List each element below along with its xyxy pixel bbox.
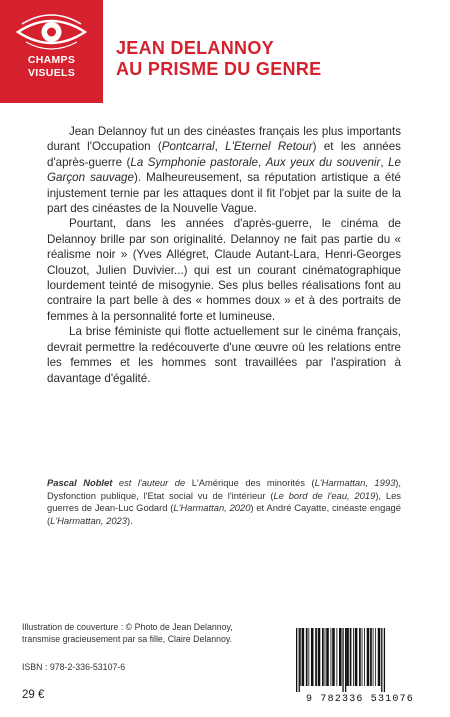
film-title: Pontcarral xyxy=(161,140,215,154)
publisher-reference: L'Harmattan, 2020 xyxy=(173,502,251,514)
series-logo xyxy=(0,0,103,103)
author-bio-text: ( xyxy=(167,502,174,514)
author-bio-text: ). xyxy=(126,514,133,526)
film-title: Aux yeux du souvenir xyxy=(265,155,381,169)
book-reference: André Cayatte, cinéaste engagé xyxy=(266,502,401,514)
book-title xyxy=(116,38,426,80)
barcode-digits: 9 782336 531076 xyxy=(305,694,414,705)
book-reference: L'Amérique des minorités xyxy=(191,477,305,488)
publisher-reference: Le bord de l'eau, 2019 xyxy=(273,489,376,501)
author-bio-text: ( xyxy=(47,514,51,526)
series-name-line2: VISUELS xyxy=(27,67,76,79)
blurb-text: , xyxy=(214,140,226,154)
blurb-text: Jean Delannoy fut un des cinéastes français les plus importants durant l'Occupation ( xyxy=(47,125,401,154)
author-bio-text: ), xyxy=(395,477,402,488)
barcode xyxy=(286,626,434,706)
cover-credits-line1: Illustration de couverture : © Photo de Jean Delannoy, xyxy=(22,622,233,632)
cover-credits xyxy=(22,621,262,645)
isbn: ISBN : 978-2-336-53107-6 xyxy=(22,662,126,672)
blurb-paragraph-1 xyxy=(47,124,401,216)
book-title-line1: JEAN DELANNOY xyxy=(116,38,274,58)
author-bio-text: ), xyxy=(375,489,386,501)
eye-icon xyxy=(14,14,89,50)
blurb-text: ). Malheureusement, sa réputation artistique a été injustement ternie par les attaques dont il fit l'objet par la suite de la part des cinéastes de la Nouvelle Vague. xyxy=(47,171,401,216)
film-title: La Symphonie pastorale xyxy=(130,155,258,169)
blurb-text: , xyxy=(257,155,266,169)
blurb-paragraph-2: Pourtant, dans les années d'après-guerre, le cinéma de Delannoy brille par son originalité. Delannoy ne fait pas partie du « réalisme noir » (Yves Allégret, Claude Autant-Lara, Henri-Georges Clouzot, Julien Duvivier...) qui est un courant cinématographique lourdement teinté de misogynie. Ses plus belles réalisations font au contraire la part belle à des « hommes doux » et à des portraits de femmes à la personnalité forte et lumineuse. xyxy=(47,217,401,323)
blurb-paragraph-3: La brise féministe qui flotte actuellement sur le cinéma français, devrait permettre la redécouverte d'une œuvre où les relations entre les femmes et les hommes sont travaillées par l'aspiration à davantage d'égalité. xyxy=(47,325,401,385)
barcode-bars xyxy=(286,626,434,694)
film-title: Le Garçon sauvage xyxy=(47,155,401,185)
author-bio xyxy=(47,477,401,527)
blurb-text: ) et les années d'après-guerre ( xyxy=(47,140,401,169)
author-name: Pascal Noblet xyxy=(47,477,113,488)
series-name-line1: CHAMPS xyxy=(27,54,76,66)
book-reference: Les guerres de Jean-Luc Godard xyxy=(47,489,401,514)
film-title: L'Eternel Retour xyxy=(225,140,313,154)
cover-credits-line2: transmise gracieusement par sa fille, Claire Delannoy. xyxy=(22,634,233,644)
book-reference: Dysfonction publique, l'Etat social vu de l'intérieur xyxy=(47,489,266,501)
book-title-line2: AU PRISME DU GENRE xyxy=(116,59,322,79)
author-bio-text: ( xyxy=(265,489,274,501)
author-bio-text: ) et xyxy=(250,502,267,514)
author-bio-text: ( xyxy=(304,477,315,488)
publisher-reference: L'Harmattan, 1993 xyxy=(314,477,396,488)
price: 29 € xyxy=(22,689,45,701)
author-bio-text: est l'auteur de xyxy=(112,477,192,488)
blurb-text: , xyxy=(380,155,389,169)
publisher-reference: L'Harmattan, 2023 xyxy=(50,514,127,526)
blurb xyxy=(47,124,401,386)
